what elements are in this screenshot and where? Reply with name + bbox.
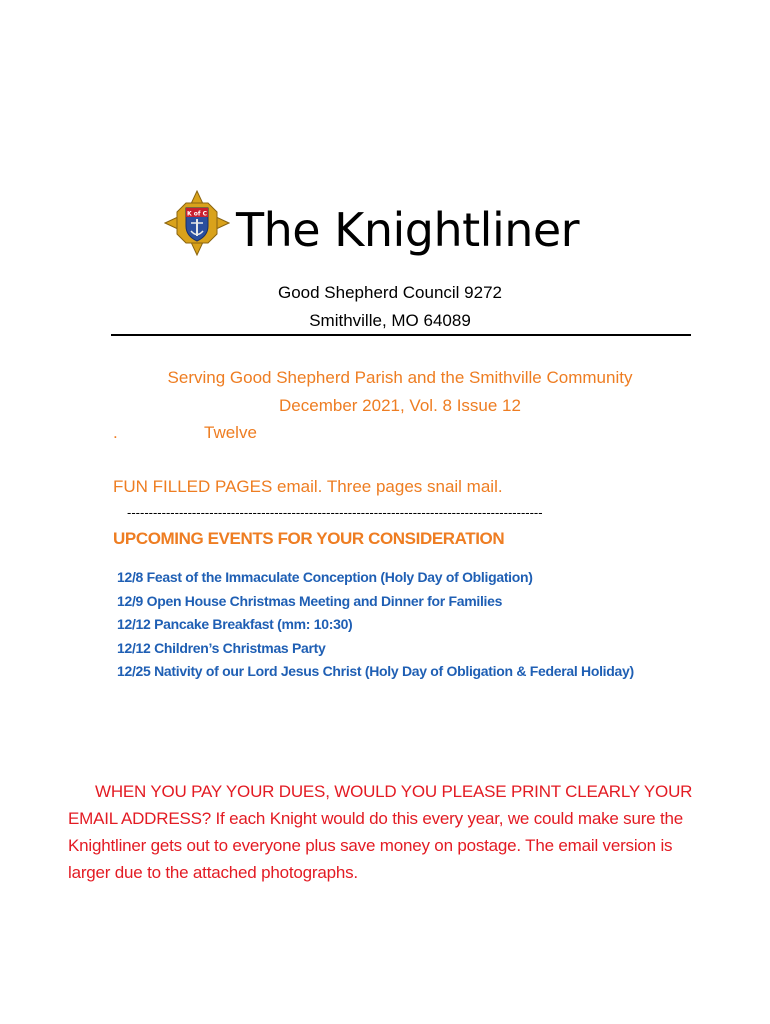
event-item: 12/8 Feast of the Immaculate Conception (Holy Day of Obligation): [117, 569, 533, 585]
event-item: 12/9 Open House Christmas Meeting and Dinner for Families: [117, 593, 503, 609]
event-item: 12/12 Children’s Christmas Party: [117, 640, 326, 656]
event-item: 12/12 Pancake Breakfast (mm: 10:30): [117, 616, 353, 632]
pages-count-word: Twelve: [204, 423, 257, 442]
council-location: Smithville, MO 64089: [309, 311, 471, 330]
pages-line: FUN FILLED PAGES email. Three pages snail mail.: [113, 477, 503, 496]
bullet-mark: .: [113, 423, 118, 442]
header-divider: [111, 334, 691, 336]
council-name: Good Shepherd Council 9272: [278, 283, 502, 302]
dashed-divider: ------------------------------------------------------------------------------------------------: [127, 505, 543, 520]
issue-line: December 2021, Vol. 8 Issue 12: [279, 396, 521, 415]
dues-notice-text: WHEN YOU PAY YOUR DUES, WOULD YOU PLEASE PRINT CLEARLY YOUR EMAIL ADDRESS? If each Knight would do this every year, we could make sure the Knightliner gets out to everyone plus save money on postage. The email version is larger due to the attached photographs.: [68, 782, 693, 882]
newsletter-title: The Knightliner: [236, 203, 580, 257]
events-heading: UPCOMING EVENTS FOR YOUR CONSIDERATION: [113, 529, 505, 548]
event-item: 12/25 Nativity of our Lord Jesus Christ (Holy Day of Obligation & Federal Holiday): [117, 663, 634, 679]
knights-of-columbus-emblem-icon: [164, 190, 230, 256]
svg-text:K of C: K of C: [187, 210, 207, 218]
dues-notice: [68, 778, 708, 886]
tagline: Serving Good Shepherd Parish and the Smithville Community: [167, 368, 633, 387]
